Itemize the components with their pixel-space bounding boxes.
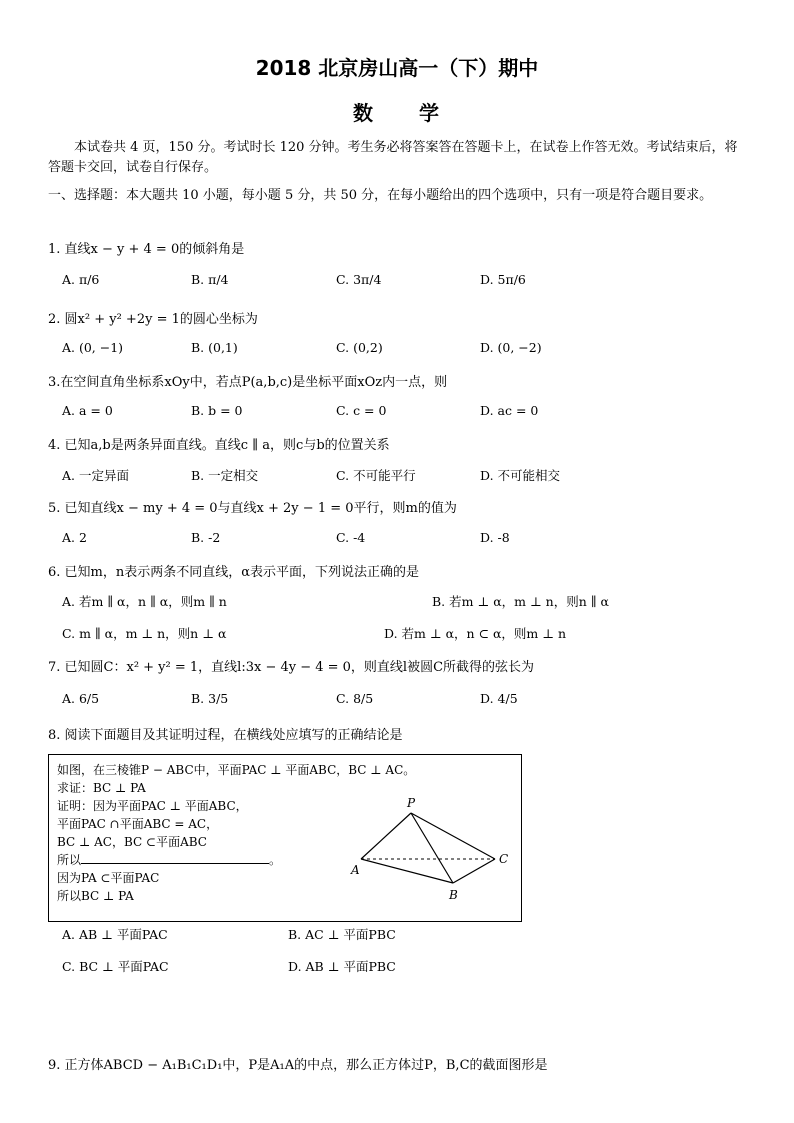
question-7-option-b: B. 3/5 bbox=[191, 691, 229, 706]
question-5-option-b: B. -2 bbox=[191, 530, 221, 545]
intro-paragraph: 本试卷共 4 页，150 分。考试时长 120 分钟。考生务必将答案答在答题卡上，在试卷上作答无效。考试结束后，将答题卡交回，试卷自行保存。 bbox=[48, 140, 738, 175]
question-1-option-c: C. 3π/4 bbox=[336, 272, 382, 287]
proof-line-4: 平面PAC ∩平面ABC = AC， bbox=[57, 817, 219, 831]
question-6-option-b: B. 若m ⊥ α，m ⊥ n，则n ∥ α bbox=[432, 594, 609, 609]
question-3-option-c: C. c = 0 bbox=[336, 403, 387, 418]
question-7-option-a: A. 6/5 bbox=[62, 691, 100, 706]
question-1-option-d: D. 5π/6 bbox=[480, 272, 526, 287]
subject-title: 数 学 bbox=[353, 101, 441, 125]
question-2-option-c: C. (0,2) bbox=[336, 340, 383, 355]
proof-line-7: 因为PA ⊂平面PAC bbox=[57, 871, 160, 885]
proof-box bbox=[48, 754, 522, 922]
question-2-stem: 2. 圆x² + y² +2y = 1的圆心坐标为 bbox=[48, 312, 258, 327]
question-5-option-c: C. -4 bbox=[336, 530, 366, 545]
vertex-label-b: B bbox=[449, 888, 458, 902]
question-4-option-d: D. 不可能相交 bbox=[480, 468, 561, 483]
question-2-option-b: B. (0,1) bbox=[191, 340, 238, 355]
edge-pb bbox=[411, 813, 453, 883]
question-5-stem: 5. 已知直线x − my + 4 = 0与直线x + 2y − 1 = 0平行，则m的值为 bbox=[48, 501, 457, 516]
blank-end-mark: 。 bbox=[269, 853, 282, 867]
proof-line-8: 所以BC ⊥ PA bbox=[57, 889, 134, 903]
question-3-option-a: A. a = 0 bbox=[62, 403, 113, 418]
proof-line-2: 求证：BC ⊥ PA bbox=[57, 781, 146, 795]
question-7-stem: 7. 已知圆C：x² + y² = 1，直线l:3x − 4y − 4 = 0，则直线l被圆C所截得的弦长为 bbox=[48, 660, 535, 675]
question-7-option-c: C. 8/5 bbox=[336, 691, 374, 706]
proof-line-6 bbox=[57, 851, 281, 868]
edge-ab bbox=[361, 859, 453, 883]
vertex-label-c: C bbox=[499, 852, 509, 866]
question-4-option-c: C. 不可能平行 bbox=[336, 468, 416, 483]
section-heading: 一、选择题：本大题共 10 小题，每小题 5 分，共 50 分，在每小题给出的四个选项中，只有一项是符合题目要求。 bbox=[48, 188, 713, 203]
question-4-option-b: B. 一定相交 bbox=[191, 468, 259, 483]
question-8-option-b: B. AC ⊥ 平面PBC bbox=[288, 927, 396, 942]
exam-title: 2018 北京房山高一（下）期中 bbox=[255, 56, 539, 80]
edge-pa bbox=[361, 813, 411, 859]
proof-line-3: 证明：因为平面PAC ⊥ 平面ABC， bbox=[57, 799, 248, 813]
question-6-option-a: A. 若m ∥ α，n ∥ α，则m ∥ n bbox=[62, 594, 227, 609]
edge-pc bbox=[411, 813, 495, 859]
vertex-label-a: A bbox=[351, 863, 360, 877]
question-8-stem: 8. 阅读下面题目及其证明过程，在横线处应填写的正确结论是 bbox=[48, 728, 403, 743]
question-1-option-b: B. π/4 bbox=[191, 272, 229, 287]
question-5-option-d: D. -8 bbox=[480, 530, 510, 545]
question-7-option-d: D. 4/5 bbox=[480, 691, 518, 706]
proof-line-1: 如图，在三棱锥P − ABC中，平面PAC ⊥ 平面ABC，BC ⊥ AC。 bbox=[57, 763, 416, 777]
question-6-option-d: D. 若m ⊥ α，n ⊂ α，则m ⊥ n bbox=[384, 626, 567, 641]
question-1-option-a: A. π/6 bbox=[62, 272, 100, 287]
vertex-label-p: P bbox=[407, 796, 416, 810]
question-4-stem: 4. 已知a,b是两条异面直线。直线c ∥ a，则c与b的位置关系 bbox=[48, 438, 390, 453]
proof-line-5: BC ⊥ AC，BC ⊂平面ABC bbox=[57, 835, 207, 849]
tetrahedron-figure bbox=[349, 795, 519, 915]
question-2-option-d: D. (0, −2) bbox=[480, 340, 542, 355]
question-2-option-a: A. (0, −1) bbox=[62, 340, 124, 355]
proof-line-6-text: 所以 bbox=[57, 853, 82, 867]
question-4-option-a: A. 一定异面 bbox=[62, 468, 129, 483]
answer-blank[interactable] bbox=[81, 851, 269, 864]
question-1-stem: 1. 直线x − y + 4 = 0的倾斜角是 bbox=[48, 242, 245, 257]
question-3-option-d: D. ac = 0 bbox=[480, 403, 539, 418]
question-6-stem: 6. 已知m，n表示两条不同直线，α表示平面，下列说法正确的是 bbox=[48, 565, 420, 580]
question-3-stem: 3.在空间直角坐标系xOy中，若点P(a,b,c)是坐标平面xOz内一点，则 bbox=[48, 375, 448, 390]
question-8-option-a: A. AB ⊥ 平面PAC bbox=[62, 927, 168, 942]
question-9-stem: 9. 正方体ABCD − A₁B₁C₁D₁中，P是A₁A的中点，那么正方体过P，B,C的截面图形是 bbox=[48, 1058, 548, 1073]
question-8-option-d: D. AB ⊥ 平面PBC bbox=[288, 959, 396, 974]
question-3-option-b: B. b = 0 bbox=[191, 403, 243, 418]
question-6-option-c: C. m ∥ α，m ⊥ n，则n ⊥ α bbox=[62, 626, 227, 641]
question-8-option-c: C. BC ⊥ 平面PAC bbox=[62, 959, 169, 974]
question-5-option-a: A. 2 bbox=[62, 530, 87, 545]
edge-bc bbox=[453, 859, 495, 883]
